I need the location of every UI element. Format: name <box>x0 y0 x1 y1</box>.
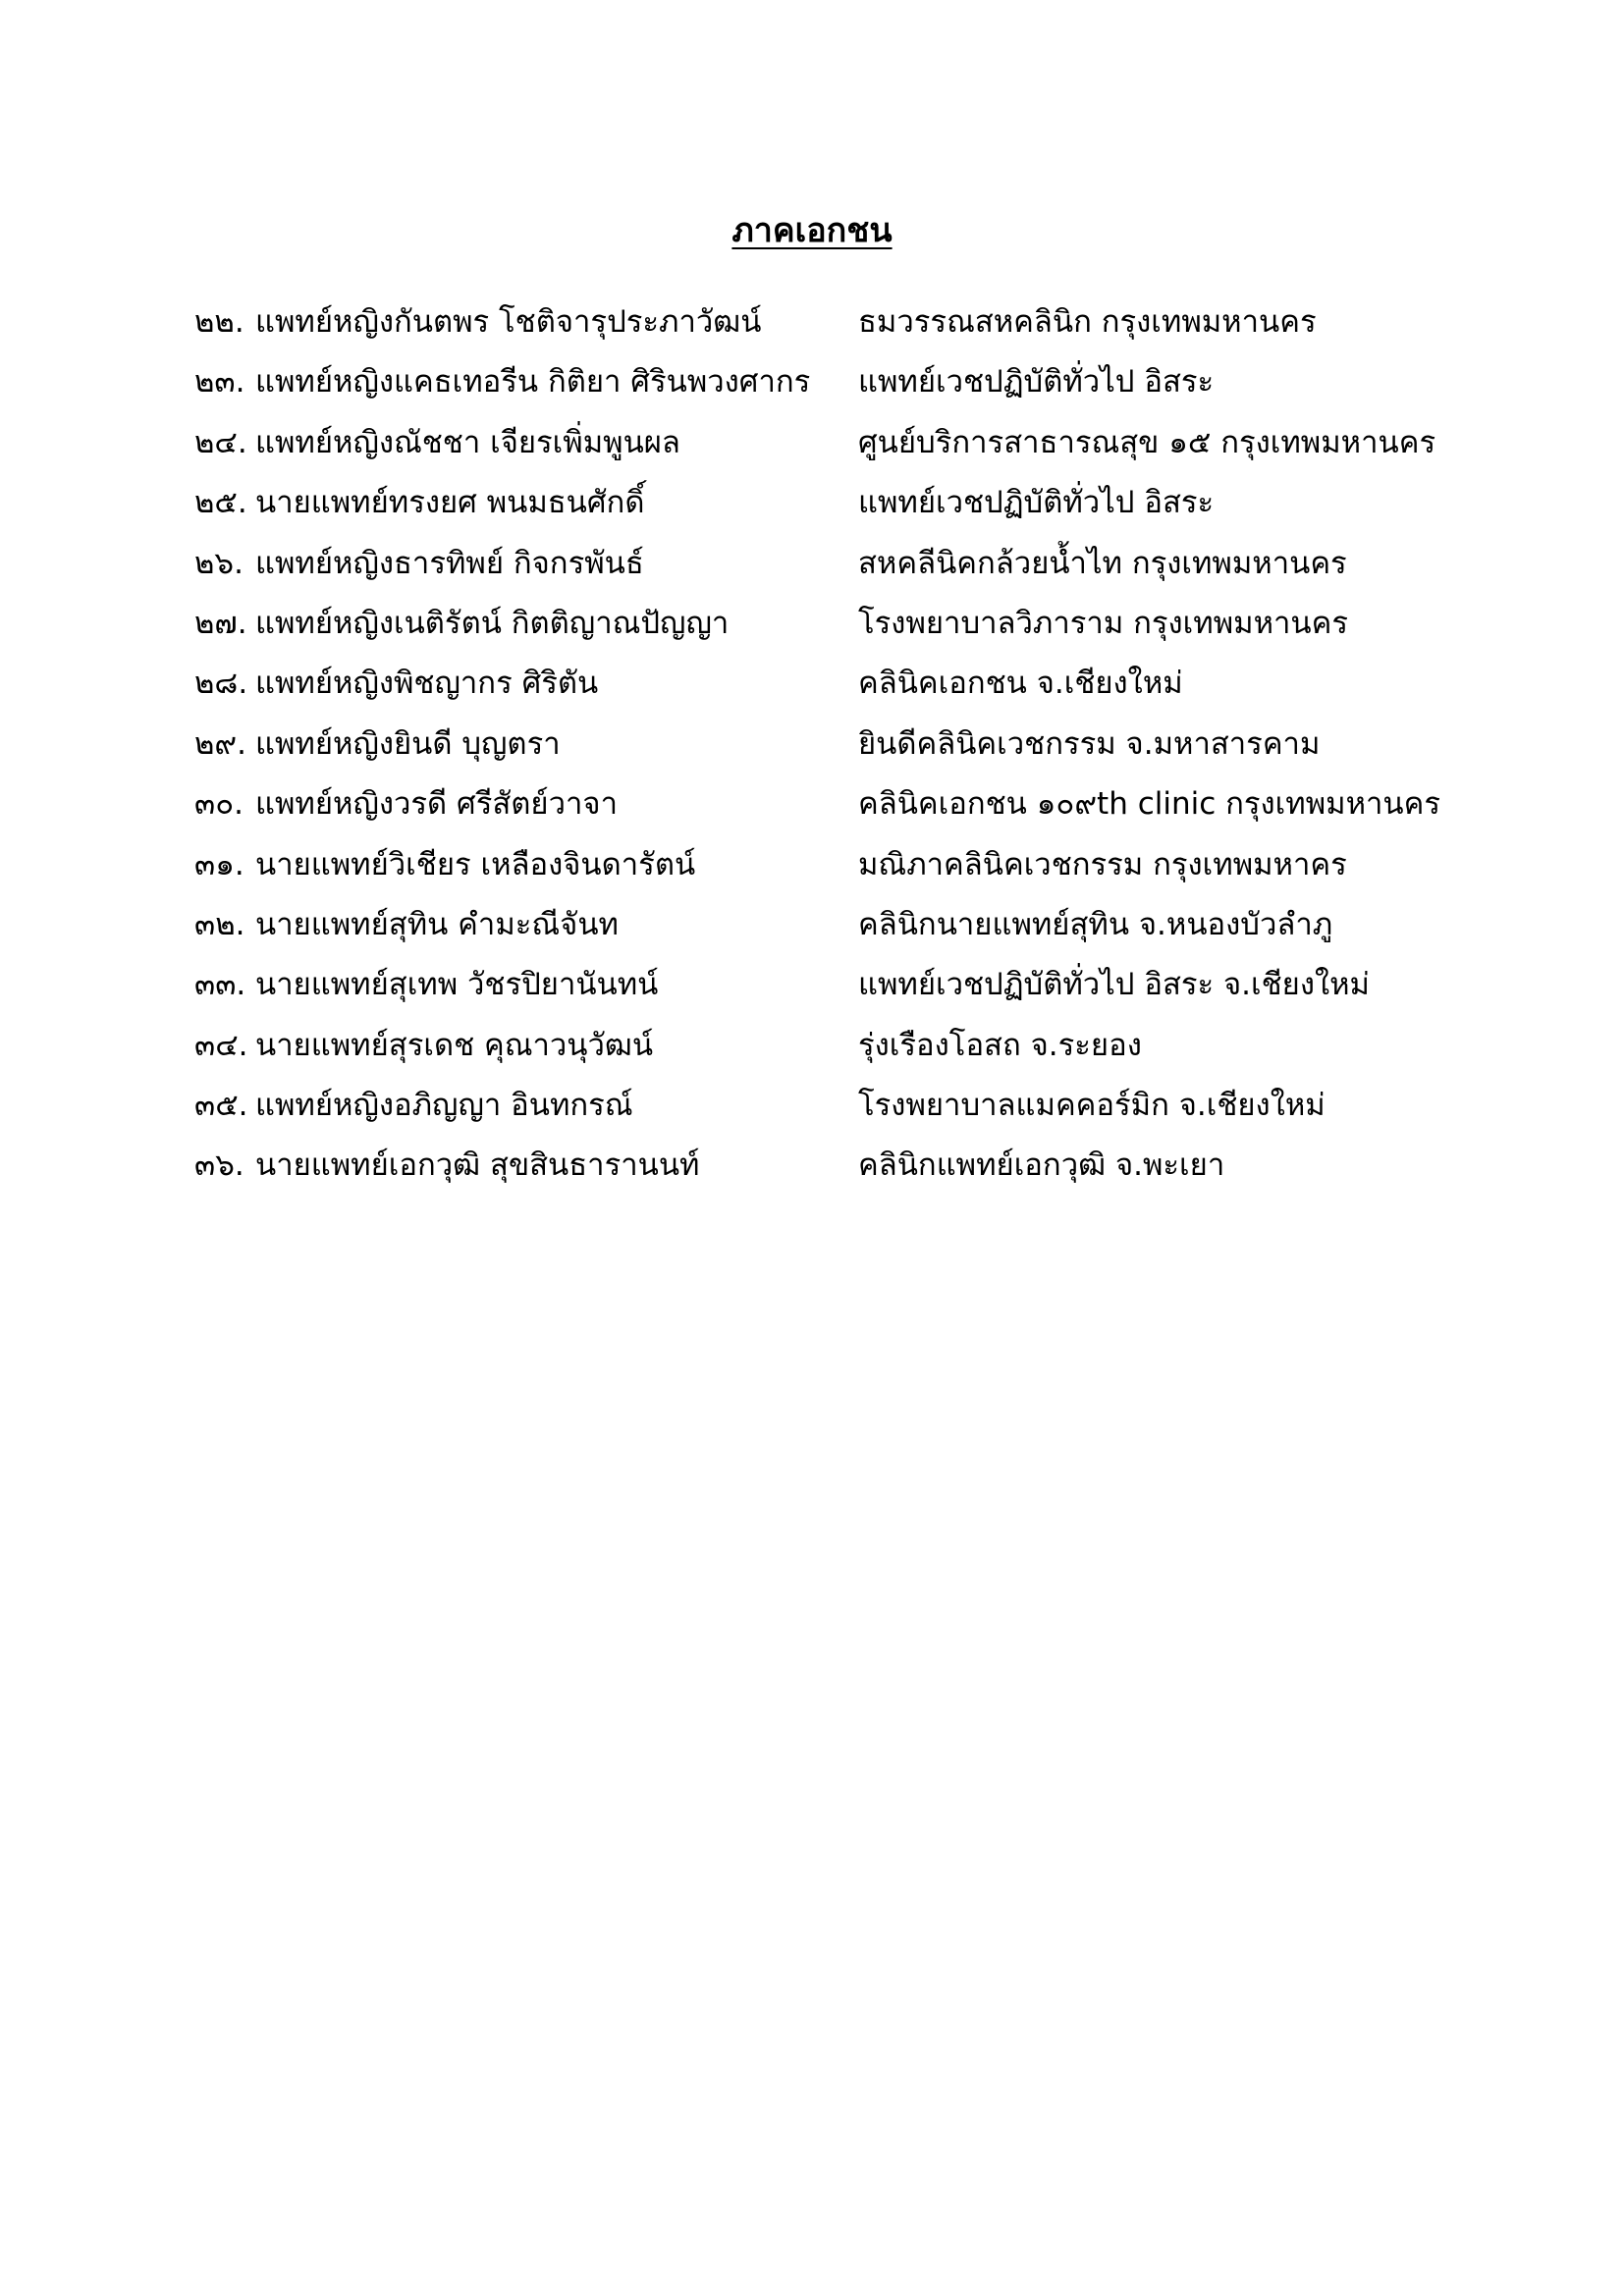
entry-name: นายแพทย์ทรงยศ พนมธนศักดิ์ <box>255 485 645 521</box>
list-item <box>194 722 1598 782</box>
list-item <box>194 903 1598 963</box>
entry-name: นายแพทย์เอกวุฒิ สุขสินธารานนท์ <box>255 1148 700 1184</box>
entry-name: แพทย์หญิงยินดี บุญตรา <box>255 725 561 762</box>
entry-name: แพทย์หญิงแคธเทอรีน กิติยา ศิรินพวงศากร <box>255 364 811 400</box>
entry-number: ๓๖. <box>194 1148 244 1184</box>
entry-number: ๒๙. <box>194 725 246 762</box>
entry-affiliation: มณิภาคลินิคเวชกรรม กรุงเทพมหาคร <box>858 846 1347 882</box>
entry-number: ๒๗. <box>194 605 247 641</box>
entry-number: ๒๓. <box>194 364 245 400</box>
entry-affiliation: โรงพยาบาลวิภาราม กรุงเทพมหานคร <box>858 605 1348 641</box>
entry-number: ๓๑. <box>194 846 244 882</box>
entry-name: แพทย์หญิงอภิญญา อินทกรณ์ <box>255 1088 633 1124</box>
entry-affiliation: รุ่งเรืองโอสถ จ.ระยอง <box>858 1027 1142 1063</box>
page-title: ภาคเอกชน <box>731 211 893 250</box>
entry-name: แพทย์หญิงณัชชา เจียรเพิ่มพูนผล <box>255 424 680 460</box>
list-item <box>194 1144 1598 1203</box>
entry-affiliation: แพทย์เวชปฏิบัติทั่วไป อิสระ <box>858 485 1215 521</box>
entry-affiliation: ยินดีคลินิคเวชกรรม จ.มหาสารคาม <box>858 725 1321 762</box>
entry-number: ๒๘. <box>194 666 248 702</box>
list-item <box>194 1084 1598 1144</box>
entry-affiliation: คลินิกแพทย์เอกวุฒิ จ.พะเยา <box>858 1148 1225 1184</box>
entry-name: นายแพทย์สุเทพ วัชรปิยานันทน์ <box>255 967 659 1003</box>
entry-number: ๓๐. <box>194 786 244 823</box>
entry-number: ๒๔. <box>194 424 247 460</box>
list-item <box>194 662 1598 721</box>
list-item <box>194 300 1598 360</box>
entry-affiliation: โรงพยาบาลแมคคอร์มิก จ.เชียงใหม่ <box>858 1088 1326 1124</box>
entry-number: ๒๖. <box>194 545 244 581</box>
entry-number: ๓๒. <box>194 906 245 942</box>
entry-name: แพทย์หญิงวรดี ศรีสัตย์วาจา <box>255 786 618 823</box>
list-item <box>194 602 1598 662</box>
list-item <box>194 421 1598 481</box>
entry-affiliation: คลินิกนายแพทย์สุทิน จ.หนองบัวลำภู <box>858 906 1333 942</box>
entry-affiliation: คลินิคเอกชน จ.เชียงใหม่ <box>858 666 1183 702</box>
list-item <box>194 542 1598 602</box>
list-item <box>194 360 1598 420</box>
entry-number: ๓๓. <box>194 967 246 1003</box>
entry-name: แพทย์หญิงธารทิพย์ กิจกรพันธ์ <box>255 545 644 581</box>
entry-name: แพทย์หญิงพิชญากร ศิริตัน <box>255 666 599 702</box>
entry-affiliation: สหคลีนิคกล้วยน้ำไท กรุงเทพมหานคร <box>858 545 1347 581</box>
entry-number: ๒๒. <box>194 304 244 340</box>
entry-name: นายแพทย์สุทิน คำมะณีจันท <box>255 906 619 942</box>
list-item <box>194 1024 1598 1084</box>
entry-name: แพทย์หญิงกันตพร โชติจารุประภาวัฒน์ <box>255 304 762 340</box>
entry-number: ๓๔. <box>194 1027 248 1063</box>
entry-affiliation: ธมวรรณสหคลินิก กรุงเทพมหานคร <box>858 304 1317 340</box>
entry-list <box>194 300 1598 1204</box>
entry-name: แพทย์หญิงเนติรัตน์ กิตติญาณปัญญา <box>255 605 730 641</box>
entry-name: นายแพทย์สุรเดช คุณาวนุวัฒน์ <box>255 1027 654 1063</box>
list-item <box>194 481 1598 541</box>
entry-number: ๒๕. <box>194 485 247 521</box>
entry-affiliation: แพทย์เวชปฏิบัติทั่วไป อิสระ <box>858 364 1215 400</box>
entry-name: นายแพทย์วิเชียร เหลืองจินดารัตน์ <box>255 846 696 882</box>
entry-affiliation: แพทย์เวชปฏิบัติทั่วไป อิสระ จ.เชียงใหม่ <box>858 967 1370 1003</box>
list-item <box>194 782 1598 842</box>
entry-affiliation: คลินิคเอกชน ๑๐๙th clinic กรุงเทพมหานคร <box>858 786 1440 823</box>
entry-number: ๓๕. <box>194 1088 248 1124</box>
list-item <box>194 963 1598 1023</box>
list-item <box>194 843 1598 903</box>
entry-affiliation: ศูนย์บริการสาธารณสุข ๑๕ กรุงเทพมหานคร <box>858 424 1436 460</box>
